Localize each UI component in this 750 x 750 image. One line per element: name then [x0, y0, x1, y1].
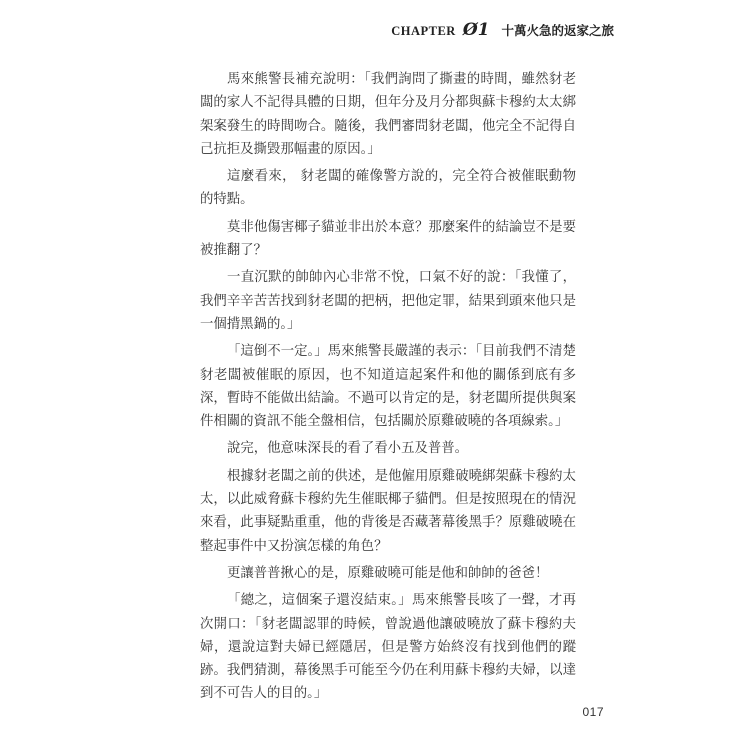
paragraph: 「總之，這個案子還沒結束。」馬來熊警長咳了一聲，才再次開口：「豺老闆認罪的時候，曾說過他讓破曉放了蘇卡穆約夫婦，還說這對夫婦已經隱居，但是警方始終沒有找到他們的蹤跡。我們猜測，幕後黑手可能至今仍在利用蘇卡穆約夫婦，以達到不可告人的目的。」	[200, 593, 576, 702]
running-header	[391, 20, 614, 40]
body-text	[200, 68, 576, 710]
paragraph: 說完，他意味深長的看了看小五及普普。	[227, 441, 469, 457]
paragraph: 「這倒不一定。」馬來熊警長嚴謹的表示：「目前我們不清楚豺老闆被催眠的原因，也不知道這起案件和他的關係到底有多深，暫時不能做出結論。不過可以肯定的是，豺老闆所提供與案件相關的資訊不能全盤相信，包括關於原雞破曉的各項線索。」	[200, 344, 576, 430]
paragraph: 這麼看來， 豺老闆的確像警方說的，完全符合被催眠動物的特點。	[200, 169, 576, 208]
chapter-label: CHAPTER	[391, 24, 456, 38]
paragraph: 莫非他傷害椰子貓並非出於本意？那麼案件的結論豈不是要被推翻了？	[200, 219, 576, 259]
chapter-number: Ø1	[462, 20, 490, 40]
chapter-title: 十萬火急的返家之旅	[501, 23, 614, 38]
paragraph: 根據豺老闆之前的供述，是他僱用原雞破曉綁架蘇卡穆約太太，以此威脅蘇卡穆約先生催眠椰子貓們。但是按照現在的情況來看，此事疑點重重，他的背後是否藏著幕後黑手？原雞破曉在整起事件中又扮演怎樣的角色？	[200, 468, 576, 554]
paragraph: 一直沉默的帥帥內心非常不悅，口氣不好的說：「我懂了，我們辛辛苦苦找到豺老闆的把柄，把他定罪，結果到頭來他只是一個揹黑鍋的。」	[200, 270, 576, 332]
paragraph: 更讓普普揪心的是，原雞破曉可能是他和帥帥的爸爸！	[227, 565, 549, 581]
paragraph: 馬來熊警長補充說明：「我們詢問了撕畫的時間，雖然豺老闆的家人不記得具體的日期，但年分及月分都與蘇卡穆約太太綁架案發生的時間吻合。隨後，我們審問豺老闆，他完全不記得自己抗拒及撕毀那幅畫的原因。」	[200, 72, 576, 157]
page-number: 017	[582, 705, 604, 719]
